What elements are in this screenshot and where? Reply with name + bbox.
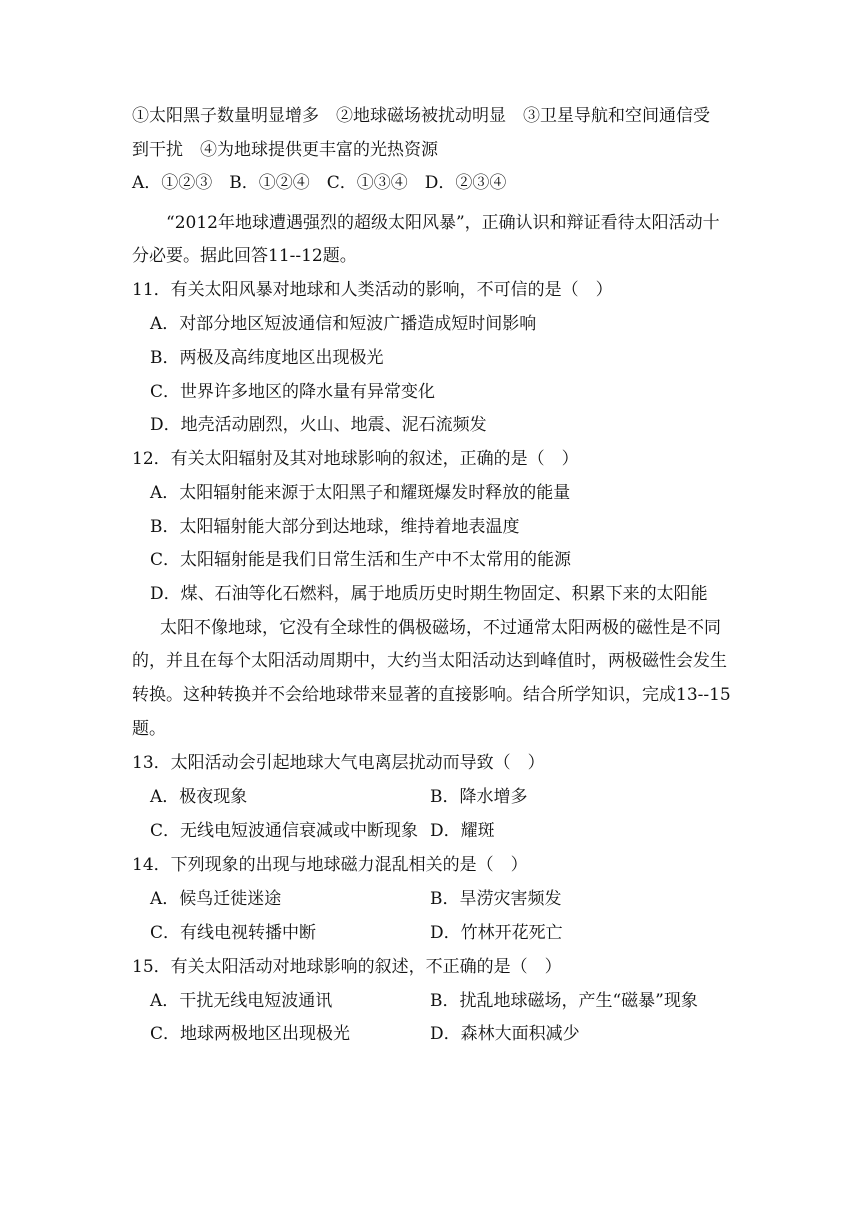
q12-option-d: D．煤、石油等化石燃料，属于地质历史时期生物固定、积累下来的太阳能 xyxy=(150,584,708,604)
q11-option-a: A．对部分地区短波通信和短波广播造成短时间影响 xyxy=(150,314,537,334)
q13-option-d: D．耀斑 xyxy=(430,821,495,841)
q15-option-c: C．地球两极地区出现极光 xyxy=(150,1024,351,1044)
intro-options-line2: 到干扰 ④为地球提供更丰富的光热资源 xyxy=(132,140,438,160)
q12-stem: 12．有关太阳辐射及其对地球影响的叙述，正确的是（ ） xyxy=(132,449,579,469)
q11-option-c: C．世界许多地区的降水量有异常变化 xyxy=(150,382,436,402)
q12-option-b: B．太阳辐射能大部分到达地球，维持着地表温度 xyxy=(150,517,520,537)
q14-option-a: A．候鸟迁徙迷途 xyxy=(150,889,282,909)
passage2-line4: 题。 xyxy=(132,719,166,739)
q12-option-a: A．太阳辐射能来源于太阳黑子和耀斑爆发时释放的能量 xyxy=(150,483,571,503)
q15-option-a: A．干扰无线电短波通讯 xyxy=(150,991,333,1011)
q14-option-c: C．有线电视转播中断 xyxy=(150,923,317,943)
q13-option-a: A．极夜现象 xyxy=(150,787,248,807)
q15-option-b: B．扰乱地球磁场，产生“磁暴”现象 xyxy=(430,991,698,1011)
intro-answers: A．①②③ B．①②④ C．①③④ D．②③④ xyxy=(132,173,507,193)
q11-option-b: B．两极及高纬度地区出现极光 xyxy=(150,348,384,368)
q13-stem: 13．太阳活动会引起地球大气电离层扰动而导致（ ） xyxy=(132,753,545,773)
q14-option-b: B．旱涝灾害频发 xyxy=(430,889,562,909)
intro-options-line1: ①太阳黑子数量明显增多 ②地球磁场被扰动明显 ③卫星导航和空间通信受 xyxy=(132,106,710,126)
q15-option-d: D．森林大面积减少 xyxy=(430,1024,580,1044)
passage1-line1: “2012年地球遭遇强烈的超级太阳风暴”，正确认识和辩证看待太阳活动十 xyxy=(166,213,720,233)
passage1-line2: 分必要。据此回答11--12题。 xyxy=(132,246,357,266)
q11-stem: 11．有关太阳风暴对地球和人类活动的影响，不可信的是（ ） xyxy=(132,280,613,300)
passage2-line1: 太阳不像地球，它没有全球性的偶极磁场，不过通常太阳两极的磁性是不同 xyxy=(160,618,721,638)
q14-option-d: D．竹林开花死亡 xyxy=(430,923,563,943)
q13-option-c: C．无线电短波通信衰减或中断现象 xyxy=(150,821,419,841)
q14-stem: 14．下列现象的出现与地球磁力混乱相关的是（ ） xyxy=(132,855,528,875)
q13-option-b: B．降水增多 xyxy=(430,787,528,807)
passage2-line3: 转换。这种转换并不会给地球带来显著的直接影响。结合所学知识，完成13--15 xyxy=(132,685,731,705)
q12-option-c: C．太阳辐射能是我们日常生活和生产中不太常用的能源 xyxy=(150,550,572,570)
passage2-line2: 的，并且在每个太阳活动周期中，大约当太阳活动达到峰值时，两极磁性会发生 xyxy=(132,651,727,671)
q11-option-d: D．地壳活动剧烈，火山、地震、泥石流频发 xyxy=(150,415,487,435)
q15-stem: 15．有关太阳活动对地球影响的叙述，不正确的是（ ） xyxy=(132,957,562,977)
